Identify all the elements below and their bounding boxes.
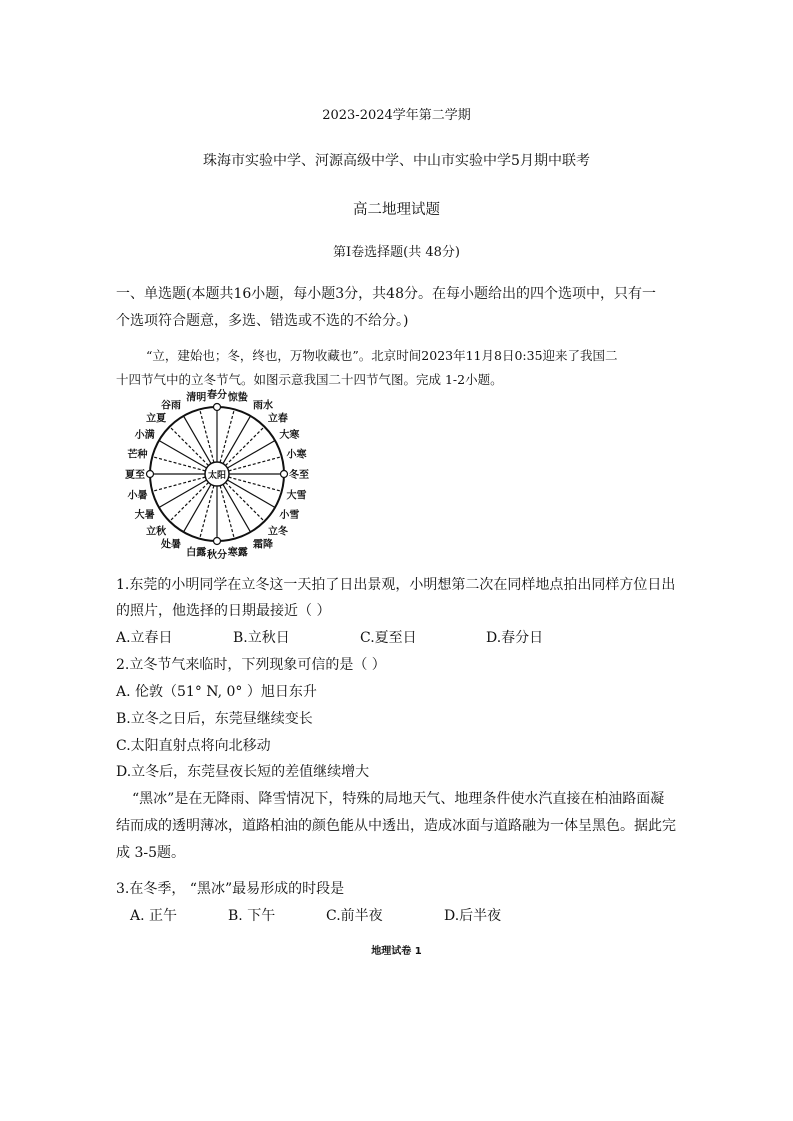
diagram-spoke bbox=[229, 457, 282, 471]
diagram-spoke bbox=[225, 427, 264, 466]
diagram-term-label: 惊蛰 bbox=[227, 392, 248, 404]
diagram-term-label: 小雪 bbox=[279, 510, 300, 521]
passage-line1: “黑冰”是在无降雨、降雪情况下，特殊的局地天气、地理条件使水汽直接在柏油路面凝 bbox=[132, 791, 665, 807]
diagram-term-label: 小暑 bbox=[127, 490, 148, 502]
diagram-term-label: 立夏 bbox=[146, 413, 167, 425]
q2-option-b[interactable]: B.立冬之日后，东莞昼继续变长 bbox=[116, 711, 313, 727]
diagram-spoke bbox=[170, 427, 209, 466]
diagram-term-label: 大暑 bbox=[134, 510, 155, 521]
passage-line2: 结而成的透明薄冰，道路柏油的颜色能从中透出，造成冰面与道路融为一体呈黑色。据此完 bbox=[116, 818, 676, 834]
exam-term: 2023-2024学年第二学期 bbox=[322, 108, 471, 123]
diagram-term-label: 芒种 bbox=[127, 449, 148, 461]
section-instructions-line1: 一、单选题(本题共16小题，每小题3分，共48分。在每小题给出的四个选项中，只有一 bbox=[116, 286, 656, 302]
diagram-center-label: 太阳 bbox=[207, 471, 227, 481]
diagram-season-marker bbox=[147, 471, 154, 478]
diagram-term-label: 清明 bbox=[186, 392, 207, 404]
diagram-term-label: 冬至 bbox=[289, 470, 309, 481]
page-footer: 地理试卷 1 bbox=[371, 946, 422, 957]
diagram-term-label: 秋分 bbox=[207, 550, 227, 560]
q2-option-a[interactable]: A. 伦敦（51° N, 0° ）旭日东升 bbox=[116, 684, 317, 700]
school-names: 珠海市实验中学、河源高级中学、中山市实验中学5月期中联考 bbox=[203, 153, 590, 169]
diagram-term-label: 立冬 bbox=[267, 526, 288, 538]
diagram-spoke bbox=[200, 409, 214, 462]
diagram-term-label: 霜降 bbox=[253, 539, 273, 551]
q3-option-b[interactable]: B. 下午 bbox=[228, 908, 276, 924]
exam-subject-title: 高二地理试题 bbox=[353, 202, 440, 218]
q2-option-c[interactable]: C.太阳直射点将向北移动 bbox=[116, 738, 271, 754]
diagram-term-label: 大雪 bbox=[286, 490, 307, 502]
volume-heading: 第Ⅰ卷选择题(共 48分) bbox=[333, 245, 460, 260]
q1-option-a[interactable]: A.立春日 bbox=[116, 630, 173, 646]
solar-terms-diagram bbox=[112, 388, 322, 560]
diagram-term-label: 夏至 bbox=[125, 470, 145, 481]
q3-option-a[interactable]: A. 正午 bbox=[130, 908, 178, 924]
q1-stem-line1: 1.东莞的小明同学在立冬这一天拍了日出景观，小明想第二次在同样地点拍出同样方位日出 bbox=[116, 577, 676, 593]
diagram-term-label: 谷雨 bbox=[161, 400, 181, 412]
q2-option-d[interactable]: D.立冬后，东莞昼夜长短的差值继续增大 bbox=[116, 764, 370, 780]
diagram-season-marker bbox=[281, 471, 288, 478]
intro-line2: 十四节气中的立冬节气。如图示意我国二十四节气图。完成 1-2小题。 bbox=[116, 372, 503, 387]
q3-option-d[interactable]: D.后半夜 bbox=[444, 908, 502, 924]
diagram-term-label: 立秋 bbox=[146, 526, 167, 538]
passage-line3: 成 3-5题。 bbox=[116, 845, 185, 861]
section-instructions-line2: 个选项符合题意，多选、错选或不选的不给分。) bbox=[116, 313, 409, 329]
diagram-term-label: 寒露 bbox=[227, 547, 248, 559]
diagram-spoke bbox=[170, 482, 209, 521]
intro-line1: “立，建始也；冬，终也，万物收藏也”。北京时间2023年11月8日0:35迎来了我国二 bbox=[146, 348, 618, 363]
q1-option-c[interactable]: C.夏至日 bbox=[360, 630, 417, 646]
diagram-term-label: 春分 bbox=[207, 390, 227, 401]
q2-stem: 2.立冬节气来临时，下列现象可信的是（ ） bbox=[116, 657, 386, 673]
diagram-season-marker bbox=[214, 538, 221, 545]
diagram-spoke bbox=[200, 486, 214, 539]
diagram-term-label: 雨水 bbox=[253, 400, 273, 412]
diagram-spoke bbox=[152, 457, 205, 471]
diagram-season-marker bbox=[214, 404, 221, 411]
diagram-spoke bbox=[220, 409, 234, 462]
q1-option-d[interactable]: D.春分日 bbox=[486, 630, 544, 646]
diagram-term-label: 立春 bbox=[267, 413, 288, 425]
diagram-term-label: 处暑 bbox=[161, 539, 181, 551]
diagram-term-label: 小寒 bbox=[286, 449, 307, 461]
q3-option-c[interactable]: C.前半夜 bbox=[326, 908, 383, 924]
diagram-spoke bbox=[152, 477, 205, 491]
diagram-term-label: 大寒 bbox=[279, 430, 300, 441]
diagram-spoke bbox=[229, 477, 282, 491]
q3-stem: 3.在冬季， “黑冰”最易形成的时段是 bbox=[116, 881, 345, 897]
q1-option-b[interactable]: B.立秋日 bbox=[233, 630, 290, 646]
diagram-term-label: 白露 bbox=[186, 547, 207, 559]
diagram-spoke bbox=[220, 486, 234, 539]
q1-stem-line2: 的照片，他选择的日期最接近（ ） bbox=[116, 603, 331, 619]
diagram-term-label: 小满 bbox=[134, 430, 155, 441]
diagram-spoke bbox=[225, 482, 264, 521]
